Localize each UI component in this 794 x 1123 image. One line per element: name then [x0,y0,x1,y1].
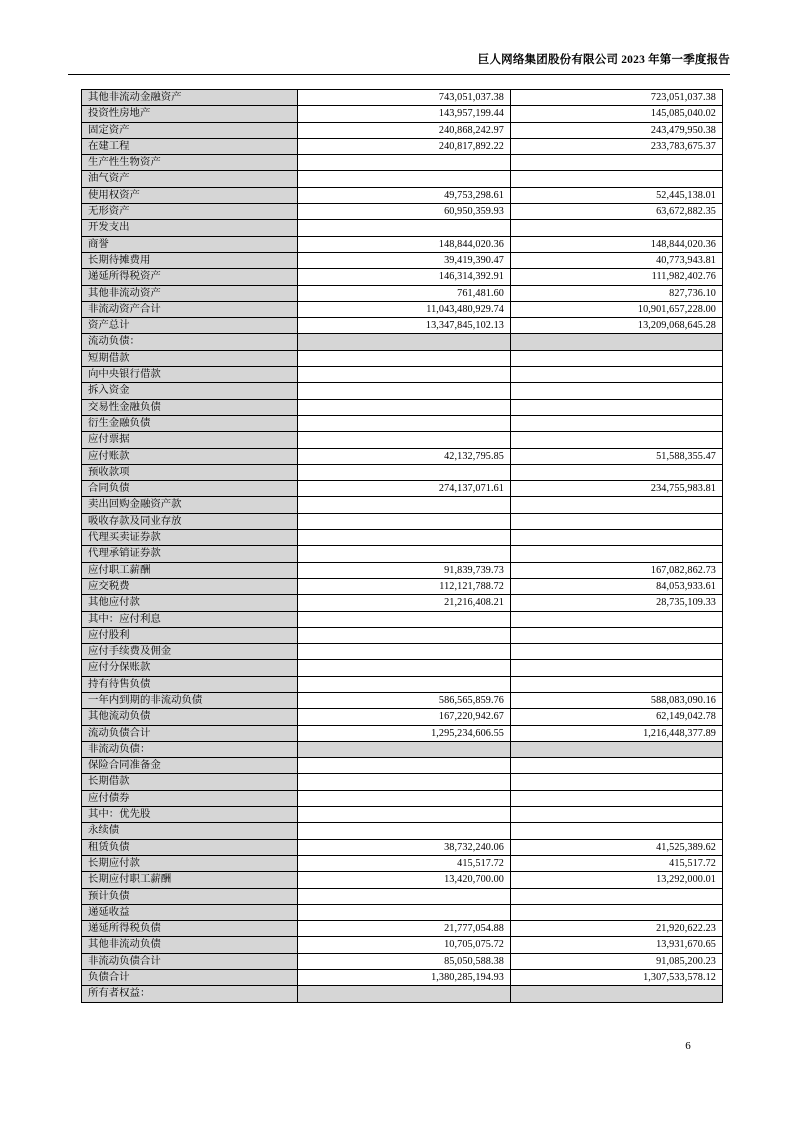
row-label: 递延收益 [82,904,298,920]
row-value-current: 112,121,788.72 [298,578,511,594]
row-value-current: 415,517.72 [298,855,511,871]
row-value-current [298,383,511,399]
row-value-current: 60,950,359.93 [298,204,511,220]
row-value-current [298,367,511,383]
table-row [82,692,723,708]
row-value-current: 146,314,392.91 [298,269,511,285]
table-row [82,220,723,236]
row-value-previous: 10,901,657,228.00 [511,301,723,317]
row-label: 使用权资产 [82,187,298,203]
table-row [82,448,723,464]
row-value-previous [511,660,723,676]
table-row [82,611,723,627]
row-value-current: 240,817,892.22 [298,138,511,154]
row-value-current [298,660,511,676]
row-value-current: 10,705,075.72 [298,937,511,953]
row-value-current [298,644,511,660]
table-row [82,937,723,953]
row-value-current: 38,732,240.06 [298,839,511,855]
row-value-current [298,513,511,529]
table-row [82,513,723,529]
table-row [82,530,723,546]
row-value-previous [511,758,723,774]
table-row [82,807,723,823]
row-value-previous [511,334,723,350]
row-value-previous: 91,085,200.23 [511,953,723,969]
table-row [82,106,723,122]
table-row [82,676,723,692]
row-value-current [298,432,511,448]
row-value-current: 1,295,234,606.55 [298,725,511,741]
row-value-previous: 62,149,042.78 [511,709,723,725]
row-label: 其他非流动负债 [82,937,298,953]
table-row [82,301,723,317]
row-value-current [298,823,511,839]
row-label: 其他应付款 [82,595,298,611]
row-label: 非流动负债： [82,741,298,757]
row-label: 预计负债 [82,888,298,904]
row-value-current: 13,347,845,102.13 [298,318,511,334]
row-label: 递延所得税负债 [82,921,298,937]
row-label: 固定资产 [82,122,298,138]
row-value-current: 761,481.60 [298,285,511,301]
table-row [82,758,723,774]
row-value-previous [511,774,723,790]
row-value-previous [511,367,723,383]
row-label: 负债合计 [82,970,298,986]
row-label: 应付分保账款 [82,660,298,676]
table-row [82,236,723,252]
table-row [82,839,723,855]
table-row [82,187,723,203]
row-label: 流动负债： [82,334,298,350]
row-value-previous: 148,844,020.36 [511,236,723,252]
balance-sheet-table [81,89,723,1003]
row-value-previous: 51,588,355.47 [511,448,723,464]
row-value-current [298,758,511,774]
row-label: 其中：优先股 [82,807,298,823]
row-value-previous: 111,982,402.76 [511,269,723,285]
table-row [82,269,723,285]
row-value-previous [511,546,723,562]
table-row [82,138,723,154]
row-value-current: 42,132,795.85 [298,448,511,464]
row-value-previous: 40,773,943.81 [511,252,723,268]
table-row [82,122,723,138]
row-value-previous: 13,931,670.65 [511,937,723,953]
row-label: 短期借款 [82,350,298,366]
row-value-current [298,611,511,627]
row-label: 流动负债合计 [82,725,298,741]
table-row [82,888,723,904]
row-value-current: 1,380,285,194.93 [298,970,511,986]
table-row [82,399,723,415]
row-value-previous: 233,783,675.37 [511,138,723,154]
table-row [82,90,723,106]
row-label: 代理买卖证券款 [82,530,298,546]
table-row [82,709,723,725]
row-value-current: 85,050,588.38 [298,953,511,969]
row-label: 所有者权益： [82,986,298,1002]
row-label: 吸收存款及同业存放 [82,513,298,529]
row-label: 资产总计 [82,318,298,334]
row-label: 应付债券 [82,790,298,806]
row-value-current [298,888,511,904]
row-label: 应交税费 [82,578,298,594]
row-label: 代理承销证券款 [82,546,298,562]
table-row [82,660,723,676]
row-value-current [298,807,511,823]
row-value-previous [511,432,723,448]
row-value-previous [511,741,723,757]
row-value-previous: 13,209,068,645.28 [511,318,723,334]
table-row [82,481,723,497]
row-value-previous [511,676,723,692]
table-row [82,155,723,171]
row-value-current: 148,844,020.36 [298,236,511,252]
table-row [82,855,723,871]
row-value-current [298,530,511,546]
row-label: 保险合同准备金 [82,758,298,774]
row-value-current [298,334,511,350]
row-value-current [298,155,511,171]
row-value-previous: 52,445,138.01 [511,187,723,203]
row-value-current [298,464,511,480]
row-value-current [298,220,511,236]
table-row [82,823,723,839]
row-label: 其他流动负债 [82,709,298,725]
row-value-current [298,415,511,431]
table-row [82,578,723,594]
table-row [82,252,723,268]
row-value-previous: 827,736.10 [511,285,723,301]
table-row [82,171,723,187]
row-label: 非流动资产合计 [82,301,298,317]
row-value-previous: 145,085,040.02 [511,106,723,122]
row-value-previous [511,627,723,643]
row-value-current [298,741,511,757]
row-label: 应付票据 [82,432,298,448]
row-value-current: 21,216,408.21 [298,595,511,611]
row-value-previous [511,611,723,627]
row-value-current [298,790,511,806]
row-label: 其他非流动资产 [82,285,298,301]
table-row [82,921,723,937]
row-value-current [298,904,511,920]
row-value-previous: 84,053,933.61 [511,578,723,594]
row-label: 一年内到期的非流动负债 [82,692,298,708]
table-row [82,415,723,431]
row-value-current [298,399,511,415]
row-value-current [298,546,511,562]
table-row [82,285,723,301]
row-label: 其中：应付利息 [82,611,298,627]
row-value-current [298,676,511,692]
row-value-previous: 588,083,090.16 [511,692,723,708]
table-row [82,595,723,611]
table-row [82,432,723,448]
row-value-previous: 21,920,622.23 [511,921,723,937]
row-label: 其他非流动金融资产 [82,90,298,106]
row-value-current [298,774,511,790]
row-value-previous [511,220,723,236]
row-value-current: 49,753,298.61 [298,187,511,203]
row-value-current: 586,565,859.76 [298,692,511,708]
table-row [82,774,723,790]
table-row [82,497,723,513]
row-value-previous: 28,735,109.33 [511,595,723,611]
row-label: 向中央银行借款 [82,367,298,383]
row-value-previous [511,497,723,513]
row-value-previous [511,513,723,529]
table-row [82,790,723,806]
row-value-previous [511,350,723,366]
row-label: 合同负债 [82,481,298,497]
page-number: 6 [685,1040,691,1052]
row-value-previous [511,986,723,1002]
table-row [82,367,723,383]
row-value-previous: 63,672,882.35 [511,204,723,220]
row-label: 应付职工薪酬 [82,562,298,578]
row-value-previous: 415,517.72 [511,855,723,871]
row-value-current: 39,419,390.47 [298,252,511,268]
row-value-previous: 234,755,983.81 [511,481,723,497]
row-value-previous: 13,292,000.01 [511,872,723,888]
row-label: 拆入资金 [82,383,298,399]
row-label: 应付手续费及佣金 [82,644,298,660]
row-value-previous [511,904,723,920]
row-value-previous [511,790,723,806]
row-label: 长期借款 [82,774,298,790]
row-value-current: 240,868,242.97 [298,122,511,138]
row-label: 递延所得税资产 [82,269,298,285]
row-value-previous: 243,479,950.38 [511,122,723,138]
row-value-previous [511,383,723,399]
row-value-current [298,497,511,513]
table-row [82,872,723,888]
row-value-current: 143,957,199.44 [298,106,511,122]
row-value-current: 21,777,054.88 [298,921,511,937]
row-value-previous: 41,525,389.62 [511,839,723,855]
row-label: 持有待售负债 [82,676,298,692]
row-label: 租赁负债 [82,839,298,855]
row-label: 开发支出 [82,220,298,236]
row-label: 生产性生物资产 [82,155,298,171]
row-value-previous: 723,051,037.38 [511,90,723,106]
row-label: 油气资产 [82,171,298,187]
row-value-current [298,986,511,1002]
table-row [82,204,723,220]
row-value-current: 167,220,942.67 [298,709,511,725]
table-row [82,970,723,986]
table-row [82,546,723,562]
running-header-title: 巨人网络集团股份有限公司 2023 年第一季度报告 [477,54,730,66]
row-value-current: 743,051,037.38 [298,90,511,106]
row-label: 长期应付款 [82,855,298,871]
row-label: 卖出回购金融资产款 [82,497,298,513]
row-value-previous [511,155,723,171]
row-value-previous [511,644,723,660]
row-value-previous: 1,216,448,377.89 [511,725,723,741]
row-label: 商誉 [82,236,298,252]
row-value-current [298,171,511,187]
row-value-current: 13,420,700.00 [298,872,511,888]
row-label: 应付股利 [82,627,298,643]
row-value-previous [511,464,723,480]
table-row [82,904,723,920]
table-row [82,741,723,757]
balance-sheet-body [82,90,723,1003]
row-label: 永续债 [82,823,298,839]
table-row [82,383,723,399]
row-label: 非流动负债合计 [82,953,298,969]
row-label: 预收款项 [82,464,298,480]
row-value-previous [511,399,723,415]
table-row [82,562,723,578]
table-row [82,334,723,350]
table-row [82,464,723,480]
row-value-previous [511,807,723,823]
row-value-previous [511,823,723,839]
row-label: 投资性房地产 [82,106,298,122]
row-label: 长期待摊费用 [82,252,298,268]
table-row [82,350,723,366]
row-value-previous: 167,082,862.73 [511,562,723,578]
row-value-previous: 1,307,533,578.12 [511,970,723,986]
table-row [82,644,723,660]
row-value-current [298,627,511,643]
row-label: 无形资产 [82,204,298,220]
row-value-previous [511,888,723,904]
row-value-previous [511,171,723,187]
row-label: 应付账款 [82,448,298,464]
row-value-current [298,350,511,366]
row-label: 长期应付职工薪酬 [82,872,298,888]
table-row [82,318,723,334]
table-row [82,627,723,643]
header-rule [68,74,730,75]
row-label: 在建工程 [82,138,298,154]
row-label: 衍生金融负债 [82,415,298,431]
table-row [82,725,723,741]
table-row [82,953,723,969]
row-value-current: 274,137,071.61 [298,481,511,497]
row-value-previous [511,415,723,431]
row-label: 交易性金融负债 [82,399,298,415]
table-row [82,986,723,1002]
row-value-current: 11,043,480,929.74 [298,301,511,317]
row-value-previous [511,530,723,546]
row-value-current: 91,839,739.73 [298,562,511,578]
